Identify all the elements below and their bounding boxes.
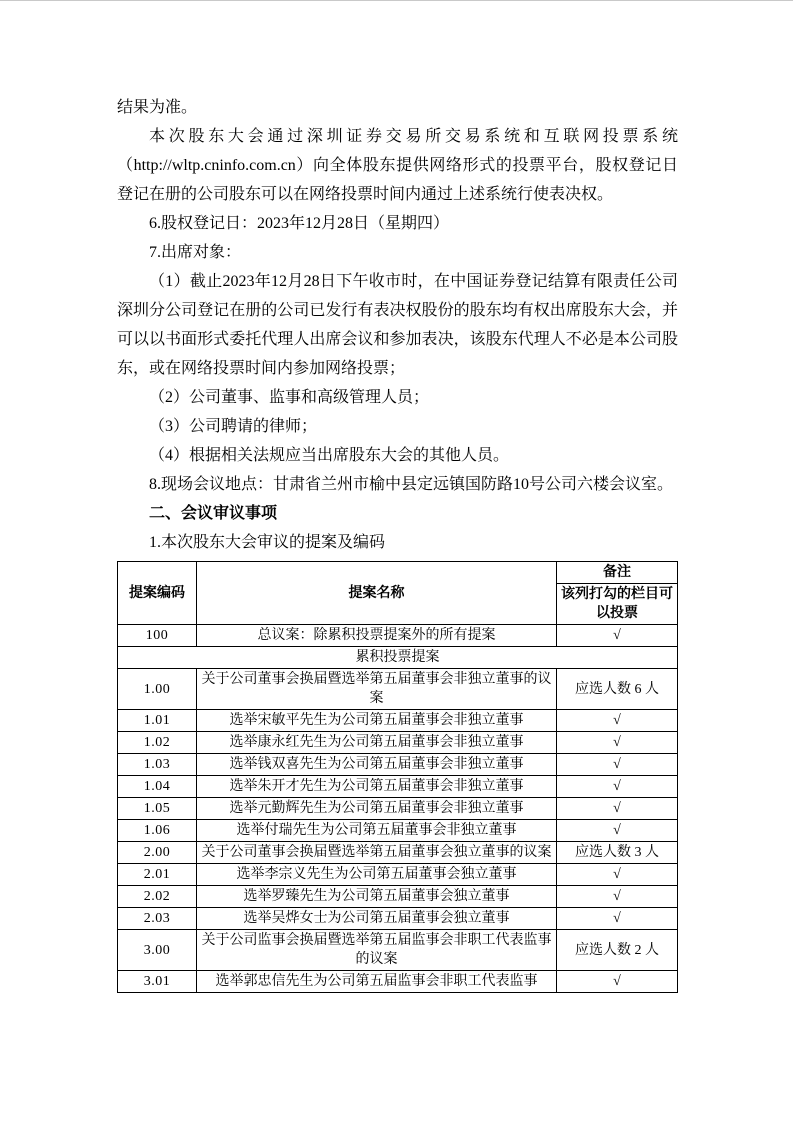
proposal-code: 1.03 bbox=[118, 754, 197, 776]
proposal-row bbox=[118, 908, 678, 930]
header-remark-note: 该列打勾的栏目可以投票 bbox=[557, 584, 678, 625]
proposal-row bbox=[118, 732, 678, 754]
proposal-code: 3.00 bbox=[118, 930, 197, 971]
proposal-name: 选举罗臻先生为公司第五届董事会独立董事 bbox=[197, 886, 557, 908]
proposal-remark: √ bbox=[557, 776, 678, 798]
proposal-name: 选举康永红先生为公司第五届董事会非独立董事 bbox=[197, 732, 557, 754]
proposal-code: 2.02 bbox=[118, 886, 197, 908]
paragraph-attendee-2: （2）公司董事、监事和高级管理人员； bbox=[149, 389, 430, 406]
proposal-remark: √ bbox=[557, 798, 678, 820]
proposal-name: 选举李宗义先生为公司第五届董事会独立董事 bbox=[197, 864, 557, 886]
proposal-name: 选举朱开才先生为公司第五届董事会非独立董事 bbox=[197, 776, 557, 798]
proposal-name: 选举宋敏平先生为公司第五届董事会非独立董事 bbox=[197, 710, 557, 732]
proposal-remark: √ bbox=[557, 886, 678, 908]
proposal-row bbox=[118, 776, 678, 798]
paragraph-attendee-4: （4）根据相关法规应当出席股东大会的其他人员。 bbox=[149, 447, 510, 464]
section-row-cumulative-voting bbox=[118, 647, 678, 669]
proposal-remark: 应选人数 2 人 bbox=[557, 930, 678, 971]
network-voting-text-post: 向全体股东提供网络形式的投票平台，股权登记日登记在册的公司股东可以在网络投票时间内通过上述系统行使表决权。 bbox=[117, 157, 678, 203]
proposals-table bbox=[117, 561, 678, 993]
proposal-row bbox=[118, 820, 678, 842]
paragraph-network-voting bbox=[117, 122, 678, 209]
paragraph-attendee-3: （3）公司聘请的律师； bbox=[149, 418, 318, 435]
proposal-row bbox=[118, 842, 678, 864]
proposal-name: 选举郭忠信先生为公司第五届监事会非职工代表监事 bbox=[197, 971, 557, 993]
proposal-name: 选举付瑞先生为公司第五届董事会非独立董事 bbox=[197, 820, 557, 842]
proposal-code: 3.01 bbox=[118, 971, 197, 993]
proposal-name: 关于公司监事会换届暨选举第五届监事会非职工代表监事的议案 bbox=[197, 930, 557, 971]
proposal-code: 1.04 bbox=[118, 776, 197, 798]
proposal-code: 1.06 bbox=[118, 820, 197, 842]
section-label: 累积投票提案 bbox=[118, 647, 678, 669]
proposal-remark: √ bbox=[557, 625, 678, 647]
proposal-code: 100 bbox=[118, 625, 197, 647]
proposal-code: 1.01 bbox=[118, 710, 197, 732]
proposal-code: 2.01 bbox=[118, 864, 197, 886]
proposal-name: 选举钱双喜先生为公司第五届董事会非独立董事 bbox=[197, 754, 557, 776]
proposal-name: 总议案：除累积投票提案外的所有提案 bbox=[197, 625, 557, 647]
proposal-row bbox=[118, 886, 678, 908]
proposal-code: 2.00 bbox=[118, 842, 197, 864]
paragraph-table-intro: 1.本次股东大会审议的提案及编码 bbox=[149, 534, 386, 551]
proposal-name: 选举吴烨女士为公司第五届董事会独立董事 bbox=[197, 908, 557, 930]
header-remark: 备注 bbox=[557, 562, 678, 584]
header-proposal-name: 提案名称 bbox=[197, 562, 557, 625]
header-proposal-code: 提案编码 bbox=[118, 562, 197, 625]
proposal-row bbox=[118, 971, 678, 993]
proposal-code: 1.05 bbox=[118, 798, 197, 820]
document-body bbox=[117, 93, 678, 557]
proposal-row bbox=[118, 710, 678, 732]
proposal-remark: √ bbox=[557, 971, 678, 993]
proposal-remark: √ bbox=[557, 754, 678, 776]
proposal-name: 选举元勤辉先生为公司第五届董事会非独立董事 bbox=[197, 798, 557, 820]
paragraph-venue: 8.现场会议地点：甘肃省兰州市榆中县定远镇国防路10号公司六楼会议室。 bbox=[149, 476, 674, 493]
proposal-remark: √ bbox=[557, 732, 678, 754]
paragraph-continuation: 结果为准。 bbox=[117, 99, 198, 116]
proposal-row bbox=[118, 625, 678, 647]
proposal-row bbox=[118, 754, 678, 776]
proposal-remark: √ bbox=[557, 864, 678, 886]
proposal-row bbox=[118, 930, 678, 971]
voting-platform-url: （http://wltp.cninfo.com.cn） bbox=[117, 157, 314, 174]
proposal-code: 1.02 bbox=[118, 732, 197, 754]
proposal-remark: √ bbox=[557, 908, 678, 930]
table-header-row-1 bbox=[118, 562, 678, 584]
proposal-code: 1.00 bbox=[118, 669, 197, 710]
paragraph-record-date: 6.股权登记日：2023年12月28日（星期四） bbox=[149, 215, 450, 232]
proposal-remark: 应选人数 6 人 bbox=[557, 669, 678, 710]
proposal-name: 关于公司董事会换届暨选举第五届董事会独立董事的议案 bbox=[197, 842, 557, 864]
proposal-remark: √ bbox=[557, 710, 678, 732]
proposal-remark: √ bbox=[557, 820, 678, 842]
proposal-name: 关于公司董事会换届暨选举第五届董事会非独立董事的议案 bbox=[197, 669, 557, 710]
section-heading-2: 二、会议审议事项 bbox=[149, 505, 278, 522]
paragraph-attendee-1: （1）截止2023年12月28日下午收市时，在中国证券登记结算有限责任公司深圳分公司登记在册的公司已发行有表决权股份的股东均有权出席股东大会，并可以以书面形式委托代理人出席会议和参加表决，该股东代理人不必是本公司股东，或在网络投票时间内参加网络投票； bbox=[117, 273, 678, 377]
proposal-row bbox=[118, 864, 678, 886]
proposal-code: 2.03 bbox=[118, 908, 197, 930]
paragraph-attendees-heading: 7.出席对象： bbox=[149, 244, 242, 261]
network-voting-text-pre: 本次股东大会通过深圳证券交易所交易系统和互联网投票系统 bbox=[149, 128, 678, 145]
proposal-row bbox=[118, 669, 678, 710]
proposal-remark: 应选人数 3 人 bbox=[557, 842, 678, 864]
proposal-row bbox=[118, 798, 678, 820]
